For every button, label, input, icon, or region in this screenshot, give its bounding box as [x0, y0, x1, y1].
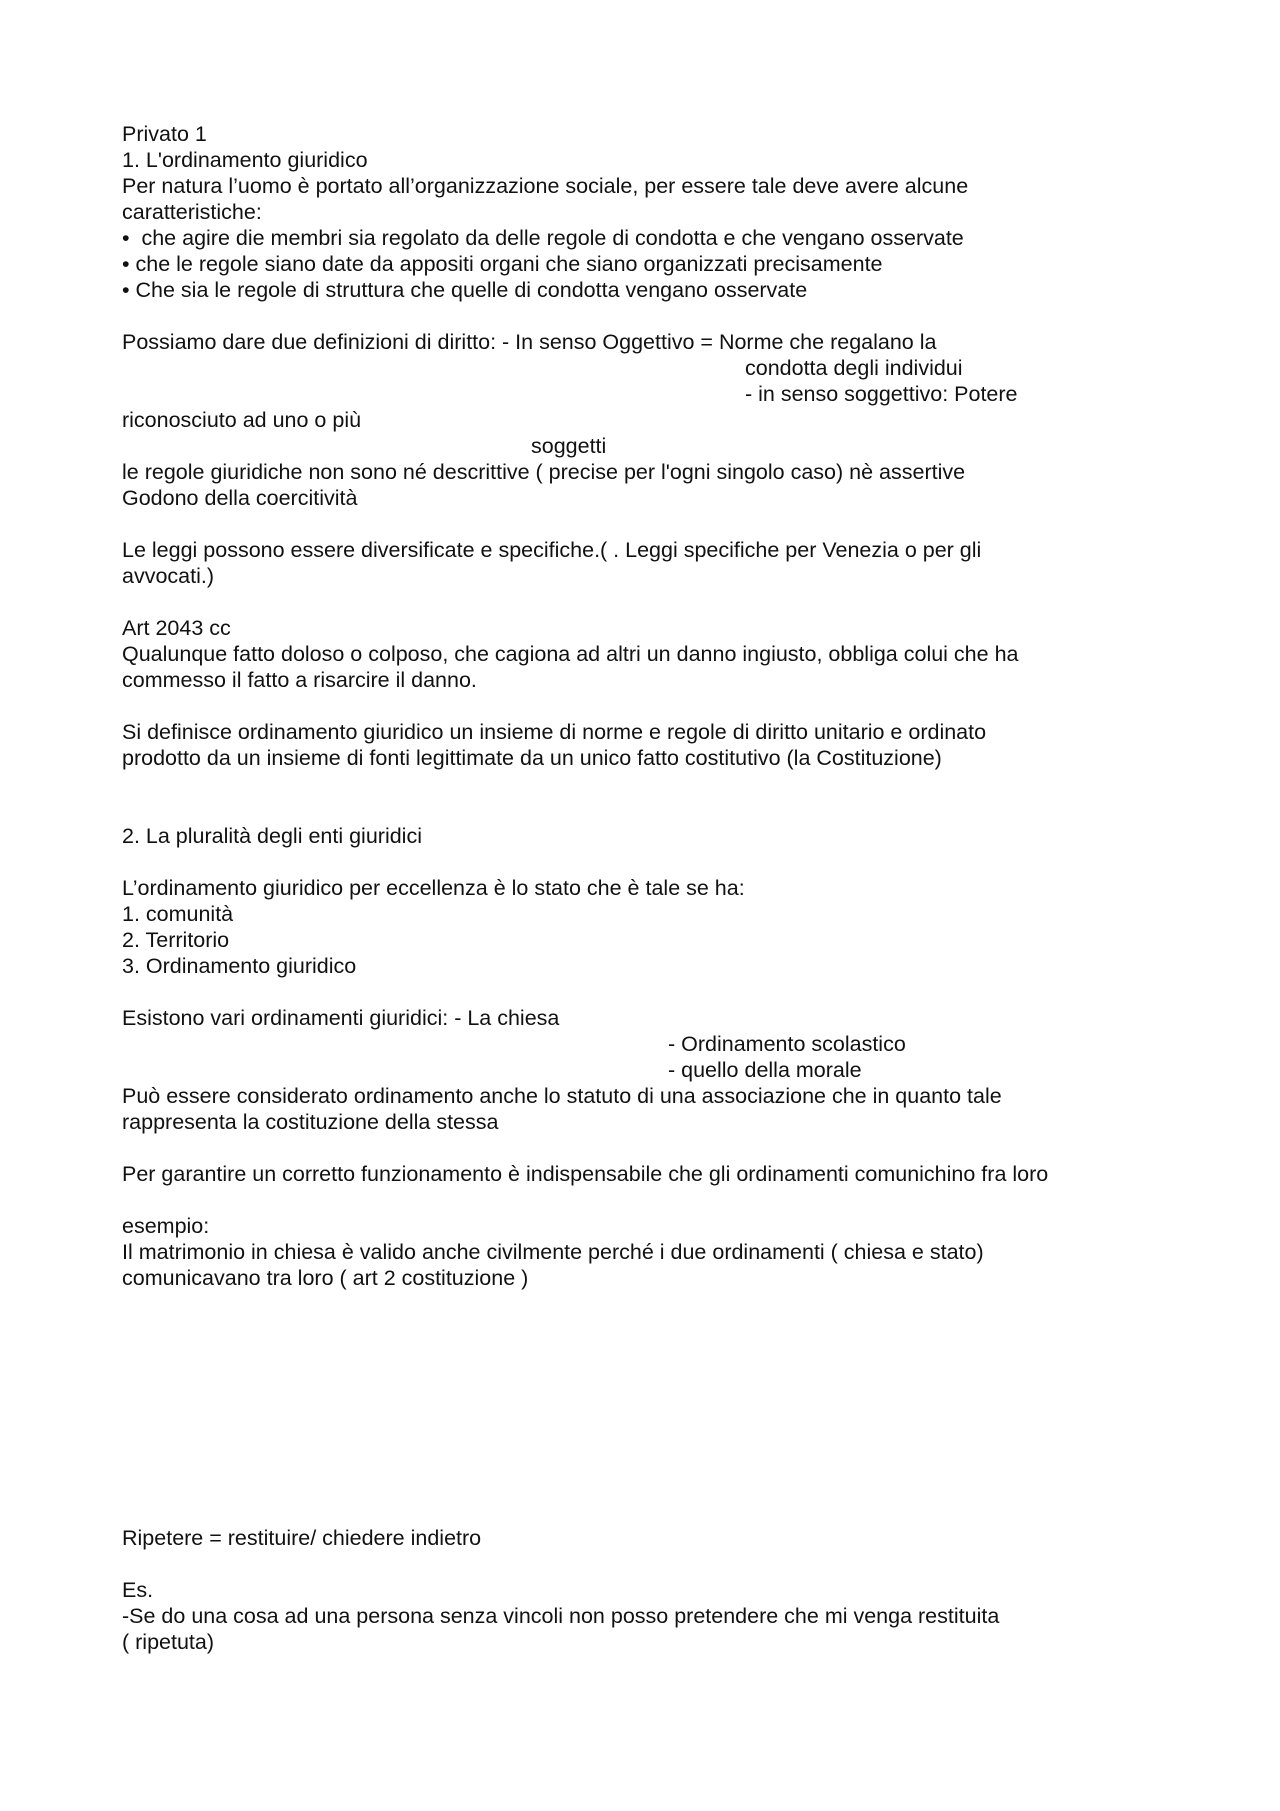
list-item: 1. comunità	[122, 902, 234, 926]
text-line: esempio:	[122, 1214, 210, 1238]
text-line: avvocati.)	[122, 564, 215, 588]
text-line: comunicavano tra loro ( art 2 costituzione )	[122, 1266, 529, 1290]
text-line: le regole giuridiche non sono né descrittive ( precise per l'ogni singolo caso) nè assertive	[122, 460, 966, 484]
indented-line: soggetti	[531, 434, 607, 458]
text-line: Es.	[122, 1578, 154, 1602]
list-item: 2. Territorio	[122, 928, 230, 952]
text-line: L’ordinamento giuridico per eccellenza è lo stato che è tale se ha:	[122, 876, 745, 900]
text-line: Le leggi possono essere diversificate e specifiche.( . Leggi specifiche per Venezia o per gli	[122, 538, 982, 562]
text-line: Possiamo dare due definizioni di diritto: - In senso Oggettivo = Norme che regalano la	[122, 330, 937, 354]
text-line: ( ripetuta)	[122, 1630, 215, 1654]
section-heading: 1. L'ordinamento giuridico	[122, 148, 368, 172]
text-line: Può essere considerato ordinamento anche lo statuto di una associazione che in quanto tale	[122, 1084, 1002, 1108]
bullet-item: • che agire die membri sia regolato da delle regole di condotta e che vengano osservate	[122, 226, 964, 250]
text-line: Per natura l’uomo è portato all’organizzazione sociale, per essere tale deve avere alcune	[122, 174, 969, 198]
indented-line: condotta degli individui	[745, 356, 963, 380]
text-line: Per garantire un corretto funzionamento è indispensabile che gli ordinamenti comunichino fra loro	[122, 1162, 1049, 1186]
text-line: Esistono vari ordinamenti giuridici: - La chiesa	[122, 1006, 560, 1030]
article-heading: Art 2043 cc	[122, 616, 231, 640]
text-line: Il matrimonio in chiesa è valido anche civilmente perché i due ordinamenti ( chiesa e stato)	[122, 1240, 984, 1264]
text-line: Godono della coercitività	[122, 486, 358, 510]
text-line: caratteristiche:	[122, 200, 262, 224]
bullet-item: • Che sia le regole di struttura che quelle di condotta vengano osservate	[122, 278, 808, 302]
indented-line: - in senso soggettivo: Potere	[745, 382, 1018, 406]
indented-line: - Ordinamento scolastico	[668, 1032, 906, 1056]
text-line: commesso il fatto a risarcire il danno.	[122, 668, 477, 692]
indented-line: - quello della morale	[668, 1058, 862, 1082]
text-line: Qualunque fatto doloso o colposo, che cagiona ad altri un danno ingiusto, obbliga colui che ha	[122, 642, 1019, 666]
section-heading: 2. La pluralità degli enti giuridici	[122, 824, 422, 848]
document-title: Privato 1	[122, 122, 207, 146]
bullet-item: • che le regole siano date da appositi organi che siano organizzati precisamente	[122, 252, 883, 276]
list-item: 3. Ordinamento giuridico	[122, 954, 357, 978]
text-line: Ripetere = restituire/ chiedere indietro	[122, 1526, 482, 1550]
text-line: Si definisce ordinamento giuridico un insieme di norme e regole di diritto unitario e ordinato	[122, 720, 987, 744]
text-line: riconosciuto ad uno o più	[122, 408, 362, 432]
text-line: prodotto da un insieme di fonti legittimate da un unico fatto costitutivo (la Costituzione)	[122, 746, 942, 770]
text-line: -Se do una cosa ad una persona senza vincoli non posso pretendere che mi venga restituita	[122, 1604, 1000, 1628]
text-line: rappresenta la costituzione della stessa	[122, 1110, 499, 1134]
